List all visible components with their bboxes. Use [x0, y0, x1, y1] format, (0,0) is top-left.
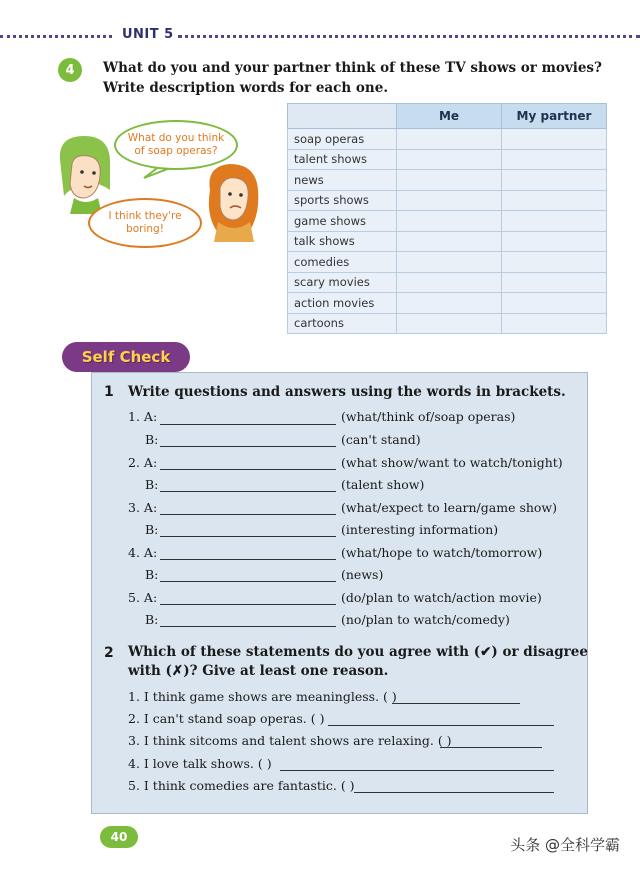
self-check-label: Self Check	[81, 348, 171, 366]
partner-cell[interactable]	[502, 231, 607, 252]
me-cell[interactable]	[397, 293, 502, 314]
show-name: comedies	[288, 252, 397, 273]
item-number: 3.	[128, 500, 140, 515]
item1-b-line[interactable]	[160, 446, 336, 447]
item3-a-line[interactable]	[160, 514, 336, 515]
table-header-me: Me	[397, 104, 502, 129]
show-name: game shows	[288, 211, 397, 232]
table-row	[288, 313, 607, 334]
section1-number: 1	[104, 384, 114, 400]
partner-cell[interactable]	[502, 211, 607, 232]
section2-instruction-line-1: Which of these statements do you agree with (✔) or disagree	[128, 644, 588, 660]
item5-a-hint: (do/plan to watch/action movie)	[341, 590, 542, 605]
item3-b-line[interactable]	[160, 536, 336, 537]
statement-4-line[interactable]	[280, 770, 554, 771]
header-dots-left	[0, 35, 112, 38]
statement-4: 4. I love talk shows. ( )	[128, 756, 272, 771]
partner-cell[interactable]	[502, 149, 607, 170]
statement-5: 5. I think comedies are fantastic. ( )	[128, 778, 355, 793]
show-name: scary movies	[288, 272, 397, 293]
table-row	[288, 231, 607, 252]
me-cell[interactable]	[397, 211, 502, 232]
partner-cell[interactable]	[502, 272, 607, 293]
me-cell[interactable]	[397, 252, 502, 273]
item5-a-label: 5. A:	[128, 590, 158, 605]
item-number: 2.	[128, 455, 140, 470]
table-row	[288, 211, 607, 232]
section2-number: 2	[104, 645, 114, 661]
instruction-line-1: What do you and your partner think of these TV shows or movies?	[103, 60, 602, 76]
item5-b-line[interactable]	[160, 626, 336, 627]
watermark: 头条 @全科学霸	[510, 836, 620, 854]
table-row	[288, 293, 607, 314]
speech-bubble-answer	[88, 198, 202, 248]
table-row	[288, 190, 607, 211]
item2-b-label: B:	[145, 477, 159, 492]
table-row	[288, 129, 607, 150]
item4-b-line[interactable]	[160, 581, 336, 582]
me-cell[interactable]	[397, 313, 502, 334]
partner-cell[interactable]	[502, 190, 607, 211]
show-name: cartoons	[288, 313, 397, 334]
item2-b-hint: (talent show)	[341, 477, 425, 492]
item4-b-hint: (news)	[341, 567, 384, 582]
item2-a-line[interactable]	[160, 469, 336, 470]
partner-cell[interactable]	[502, 252, 607, 273]
table-row	[288, 170, 607, 191]
show-name: news	[288, 170, 397, 191]
me-cell[interactable]	[397, 149, 502, 170]
show-name: sports shows	[288, 190, 397, 211]
me-cell[interactable]	[397, 231, 502, 252]
exercise-number-badge: 4	[58, 58, 82, 82]
speech-bubble-question	[114, 120, 238, 170]
bubble-answer-text: I think they're boring!	[108, 210, 182, 235]
item1-b-label: B:	[145, 432, 159, 447]
header-dots-right	[178, 35, 640, 38]
statement-3-line[interactable]	[440, 747, 542, 748]
item4-a-label: 4. A:	[128, 545, 158, 560]
show-name: talk shows	[288, 231, 397, 252]
item2-a-label: 2. A:	[128, 455, 158, 470]
item4-a-line[interactable]	[160, 559, 336, 560]
item3-b-hint: (interesting information)	[341, 522, 499, 537]
item1-a-line[interactable]	[160, 424, 336, 425]
partner-cell[interactable]	[502, 293, 607, 314]
table-row	[288, 149, 607, 170]
show-name: soap operas	[288, 129, 397, 150]
item-number: 1.	[128, 409, 140, 424]
me-cell[interactable]	[397, 272, 502, 293]
item1-a-label: 1. A:	[128, 409, 158, 424]
table-header-row	[288, 104, 607, 129]
table-header-my-partner: My partner	[502, 104, 607, 129]
item2-a-hint: (what show/want to watch/tonight)	[341, 455, 563, 470]
bubble-question-text: What do you think of soap operas?	[127, 132, 225, 157]
me-cell[interactable]	[397, 129, 502, 150]
statement-2-line[interactable]	[328, 725, 554, 726]
page-number: 40	[100, 826, 138, 848]
me-cell[interactable]	[397, 170, 502, 191]
section2-instruction-line-2: with (✗)? Give at least one reason.	[128, 663, 389, 679]
statement-1-line[interactable]	[392, 703, 520, 704]
partner-cell[interactable]	[502, 129, 607, 150]
item-number: 4.	[128, 545, 140, 560]
statement-2: 2. I can't stand soap operas. ( )	[128, 711, 325, 726]
table-row	[288, 272, 607, 293]
statement-5-line[interactable]	[354, 792, 554, 793]
unit-title: UNIT 5	[122, 27, 174, 42]
instruction-line-2: Write description words for each one.	[103, 80, 389, 96]
partner-cell[interactable]	[502, 313, 607, 334]
table-header-blank	[288, 104, 397, 129]
item2-b-line[interactable]	[160, 491, 336, 492]
item1-b-hint: (can't stand)	[341, 432, 421, 447]
item3-a-hint: (what/expect to learn/game show)	[341, 500, 558, 515]
section2-instruction	[128, 643, 588, 681]
partner-cell[interactable]	[502, 170, 607, 191]
boy-face-icon	[60, 136, 110, 214]
item5-b-hint: (no/plan to watch/comedy)	[341, 612, 510, 627]
exercise-instruction	[103, 58, 603, 98]
item3-a-label: 3. A:	[128, 500, 158, 515]
show-name: action movies	[288, 293, 397, 314]
item4-a-hint: (what/hope to watch/tomorrow)	[341, 545, 543, 560]
item5-b-label: B:	[145, 612, 159, 627]
table-row	[288, 252, 607, 273]
item1-a-hint: (what/think of/soap operas)	[341, 409, 516, 424]
show-name: talent shows	[288, 149, 397, 170]
self-check-badge	[62, 342, 190, 372]
item-number: 5.	[128, 590, 140, 605]
item5-a-line[interactable]	[160, 604, 336, 605]
girl-face-icon	[209, 164, 258, 242]
section1-instruction: Write questions and answers using the words in brackets.	[128, 384, 566, 400]
item3-b-label: B:	[145, 522, 159, 537]
statement-1: 1. I think game shows are meaningless. ( )	[128, 689, 397, 704]
item4-b-label: B:	[145, 567, 159, 582]
statement-3: 3. I think sitcoms and talent shows are relaxing. ( )	[128, 733, 452, 748]
tv-shows-table	[287, 103, 607, 334]
me-cell[interactable]	[397, 190, 502, 211]
